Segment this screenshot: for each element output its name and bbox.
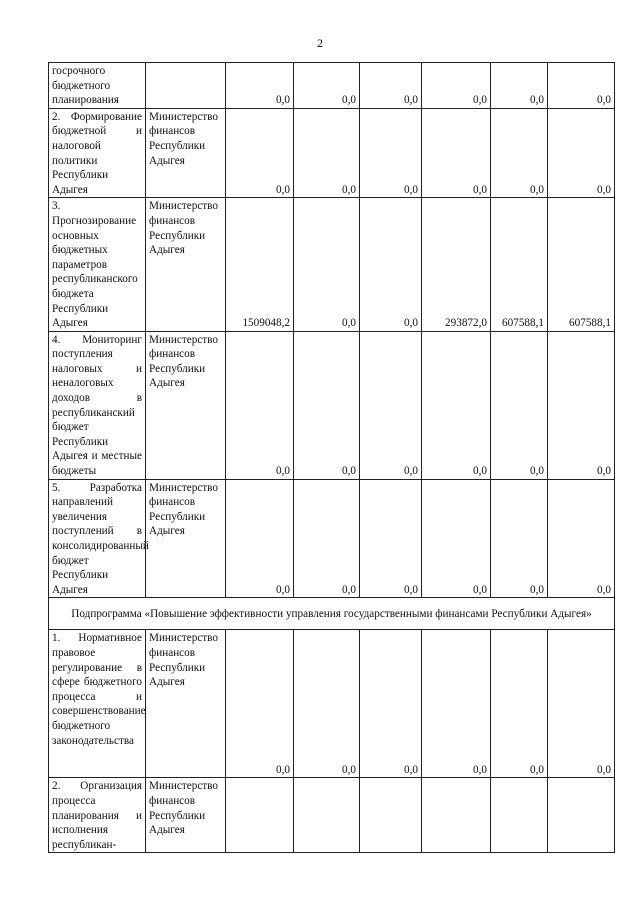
funding-value-cell: 0,0 (294, 479, 360, 598)
budget-table (48, 62, 615, 853)
funding-value-cell: 0,0 (360, 198, 422, 331)
table-row (49, 198, 615, 331)
funding-value-cell: 0,0 (360, 630, 422, 778)
executor-name: Министерство финансов Республики Адыгея (149, 481, 218, 538)
funding-value-cell: 0,0 (226, 479, 294, 598)
executor-name: Министерство финансов Республики Адыгея (149, 632, 218, 689)
executor-name: Министерство финансов Республики Адыгея (149, 780, 218, 837)
executor-name: Министерство финансов Республики Адыгея (149, 110, 218, 167)
funding-value-cell: 0,0 (294, 63, 360, 109)
funding-value-cell: 0,0 (360, 331, 422, 479)
activity-name: 5. Разработка направлений увеличения поступлений в консолидированный бюджет Республики Адыгея (52, 481, 149, 596)
table-row (49, 108, 615, 198)
funding-value-cell: 0,0 (294, 331, 360, 479)
activity-name: госрочного бюджетного планирования (52, 65, 119, 107)
funding-value-cell: 0,0 (422, 331, 491, 479)
table-row (49, 331, 615, 479)
funding-value-cell: 0,0 (548, 479, 615, 598)
funding-value-cell: 607588,1 (548, 198, 615, 331)
table-row (49, 63, 615, 109)
funding-value-cell: 0,0 (422, 63, 491, 109)
funding-value-cell: 0,0 (548, 331, 615, 479)
funding-value-cell: 0,0 (422, 630, 491, 778)
subprogram-title: Подпрограмма «Повышение эффективности управления государственными финансами Республики Адыгея» (49, 598, 615, 630)
funding-value-cell: 0,0 (422, 479, 491, 598)
executor-cell (146, 778, 226, 853)
funding-value-cell (360, 778, 422, 853)
activity-name: 3. Прогнозирование основных бюджетных параметров республиканского бюджета Республики Адыгея (52, 200, 138, 330)
activity-name-cell (49, 108, 146, 198)
funding-value-cell (422, 778, 491, 853)
activity-name: 1. Нормативное правовое регулирование в сфере бюджетного процесса и совершенствование бюджетного законодательства (52, 632, 146, 747)
funding-value-cell: 0,0 (548, 630, 615, 778)
funding-value-cell: 0,0 (548, 108, 615, 198)
activity-name-cell (49, 778, 146, 853)
activity-name-cell (49, 479, 149, 598)
funding-value-cell: 293872,0 (422, 198, 491, 331)
activity-name-cell (49, 198, 146, 331)
funding-value-cell: 0,0 (226, 331, 294, 479)
funding-value-cell: 0,0 (360, 479, 422, 598)
activity-name-cell (49, 630, 146, 778)
table-row (49, 630, 615, 778)
subprogram-heading-row (49, 598, 615, 630)
funding-value-cell: 0,0 (548, 63, 615, 109)
funding-value-cell: 0,0 (294, 630, 360, 778)
funding-value-cell: 0,0 (422, 108, 491, 198)
executor-cell (146, 331, 226, 479)
table-body (49, 63, 615, 853)
activity-name: 2. Организация процесса планирования и исполнения республикан- (52, 780, 142, 851)
executor-name: Министерство финансов Республики Адыгея (149, 200, 218, 257)
funding-value-cell: 0,0 (226, 63, 294, 109)
funding-value-cell (226, 778, 294, 853)
funding-value-cell: 0,0 (294, 108, 360, 198)
funding-value-cell: 0,0 (491, 331, 548, 479)
funding-value-cell: 0,0 (360, 108, 422, 198)
funding-value-cell: 0,0 (360, 63, 422, 109)
executor-cell (146, 198, 226, 331)
funding-value-cell: 0,0 (491, 63, 548, 109)
funding-value-cell: 0,0 (294, 198, 360, 331)
funding-value-cell: 0,0 (226, 630, 294, 778)
funding-value-cell: 0,0 (491, 479, 548, 598)
executor-name: Министерство финансов Республики Адыгея (149, 333, 218, 390)
funding-value-cell (294, 778, 360, 853)
funding-value-cell: 0,0 (491, 630, 548, 778)
funding-value-cell (548, 778, 615, 853)
executor-cell (146, 63, 226, 109)
funding-value-cell: 0,0 (491, 108, 548, 198)
activity-name-cell (49, 63, 146, 109)
funding-value-cell: 1509048,2 (226, 198, 294, 331)
page-number: 2 (317, 36, 323, 50)
funding-value-cell: 607588,1 (491, 198, 548, 331)
funding-value-cell (491, 778, 548, 853)
table-row (49, 479, 615, 598)
executor-cell (146, 479, 226, 598)
activity-name: 2. Формирование бюджетной и налоговой политики Республики Адыгея (52, 110, 142, 196)
funding-value-cell: 0,0 (226, 108, 294, 198)
executor-cell (146, 108, 226, 198)
table-row (49, 778, 615, 853)
activity-name: 4. Мониторинг поступления налоговых и неналоговых доходов в республиканский бюджет Республики Адыгея и местные бюджеты (52, 333, 142, 478)
executor-cell (146, 630, 226, 778)
activity-name-cell (49, 331, 146, 479)
